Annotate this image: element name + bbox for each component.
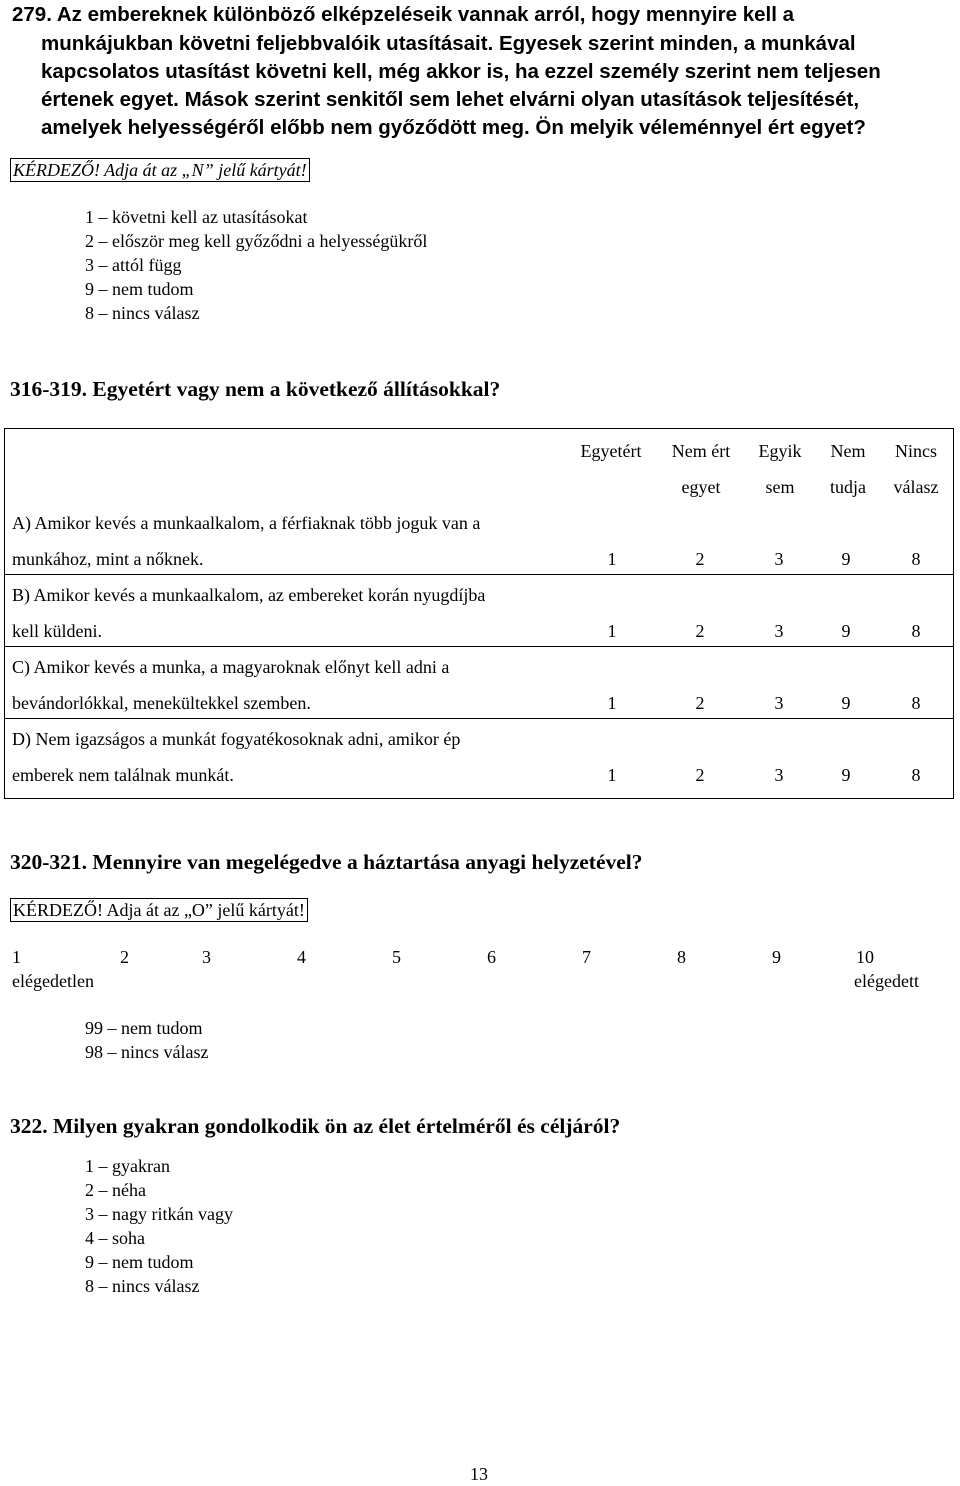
response-code: 1 (607, 765, 617, 785)
question-text-line: értenek egyet. Mások szerint senkitől sem lehet elvárni olyan utasítások teljesítését, (41, 88, 860, 111)
response-code: 2 (695, 621, 705, 641)
question-title-316: 316-319. Egyetért vagy nem a következő állításokkal? (10, 377, 501, 401)
scale-high-label: elégedett (854, 971, 919, 991)
question-text-line: munkájukban követni feljebbvalóik utasításait. Egyesek szerint minden, a munkával (41, 32, 856, 55)
question-text-line: 279. Az embereknek különböző elképzeléseik vannak arról, hogy mennyire kell a (12, 3, 794, 26)
statement-text: C) Amikor kevés a munka, a magyaroknak előnyt kell adni a (12, 657, 450, 677)
answer-option: 3 – attól függ (85, 255, 182, 275)
row-divider (5, 646, 953, 647)
answer-option: 3 – nagy ritkán vagy (85, 1204, 233, 1224)
column-header-dont-know: Nem tudja (830, 441, 866, 497)
response-code: 2 (695, 765, 705, 785)
scale-point: 8 (677, 947, 686, 967)
scale-point: 6 (487, 947, 496, 967)
statement-text: munkához, mint a nőknek. (12, 549, 204, 569)
response-code: 2 (695, 549, 705, 569)
scale-point: 4 (297, 947, 306, 967)
statement-text: emberek nem találnak munkát. (12, 765, 234, 785)
scale-point: 7 (582, 947, 591, 967)
response-code: 3 (774, 765, 784, 785)
response-code: 9 (841, 765, 851, 785)
answer-option: 8 – nincs válasz (85, 303, 200, 323)
question-title-322: 322. Milyen gyakran gondolkodik ön az élet értelméről és céljáról? (10, 1114, 621, 1138)
question-text-line: amelyek helyességéről előbb nem győződött meg. Ön melyik véleménnyel ért egyet? (41, 116, 866, 139)
scale-point: 5 (392, 947, 401, 967)
response-code: 3 (774, 621, 784, 641)
column-header-no-answer: Nincs válasz (893, 441, 939, 497)
response-code: 9 (841, 693, 851, 713)
statement-text: kell küldeni. (12, 621, 102, 641)
response-code: 9 (841, 549, 851, 569)
statement-text: bevándorlókkal, menekültekkel szemben. (12, 693, 311, 713)
scale-point: 3 (202, 947, 211, 967)
statement-text: B) Amikor kevés a munkaalkalom, az embereket korán nyugdíjba (12, 585, 486, 605)
answer-option: 1 – gyakran (85, 1156, 170, 1176)
scale-low-label: elégedetlen (12, 971, 94, 991)
agreement-table (4, 428, 954, 799)
answer-option: 8 – nincs válasz (85, 1276, 200, 1296)
question-text-line: kapcsolatos utasítást követni kell, még akkor is, ha ezzel személy szerint nem teljesen (41, 60, 881, 83)
response-code: 1 (607, 621, 617, 641)
column-header-neither: Egyik sem (758, 441, 802, 497)
answer-option: 98 – nincs válasz (85, 1042, 209, 1062)
response-code: 3 (774, 549, 784, 569)
response-code: 1 (607, 693, 617, 713)
scale-point: 1 (12, 947, 21, 967)
response-code: 8 (911, 765, 921, 785)
answer-option: 9 – nem tudom (85, 1252, 194, 1272)
answer-option: 99 – nem tudom (85, 1018, 203, 1038)
interviewer-instruction: KÉRDEZŐ! Adja át az „O” jelű kártyát! (10, 898, 308, 922)
scale-point: 2 (120, 947, 129, 967)
response-code: 3 (774, 693, 784, 713)
response-code: 2 (695, 693, 705, 713)
statement-text: D) Nem igazságos a munkát fogyatékosoknak adni, amikor ép (12, 729, 461, 749)
row-divider (5, 718, 953, 719)
response-code: 8 (911, 693, 921, 713)
scale-point: 9 (772, 947, 781, 967)
scale-point: 10 (856, 947, 874, 967)
answer-option: 1 – követni kell az utasításokat (85, 207, 308, 227)
page-number: 13 (470, 1464, 488, 1484)
column-header-disagree: Nem ért egyet (671, 441, 731, 497)
answer-option: 2 – először meg kell győződni a helyességükről (85, 231, 428, 251)
response-code: 8 (911, 621, 921, 641)
answer-option: 2 – néha (85, 1180, 146, 1200)
response-code: 8 (911, 549, 921, 569)
answer-option: 4 – soha (85, 1228, 145, 1248)
column-header-agree: Egyetért (580, 441, 642, 461)
response-code: 1 (607, 549, 617, 569)
question-title-320: 320-321. Mennyire van megelégedve a háztartása anyagi helyzetével? (10, 850, 643, 874)
row-divider (5, 574, 953, 575)
response-code: 9 (841, 621, 851, 641)
answer-option: 9 – nem tudom (85, 279, 194, 299)
interviewer-instruction: KÉRDEZŐ! Adja át az „N” jelű kártyát! (10, 158, 310, 182)
statement-text: A) Amikor kevés a munkaalkalom, a férfiaknak több joguk van a (12, 513, 481, 533)
